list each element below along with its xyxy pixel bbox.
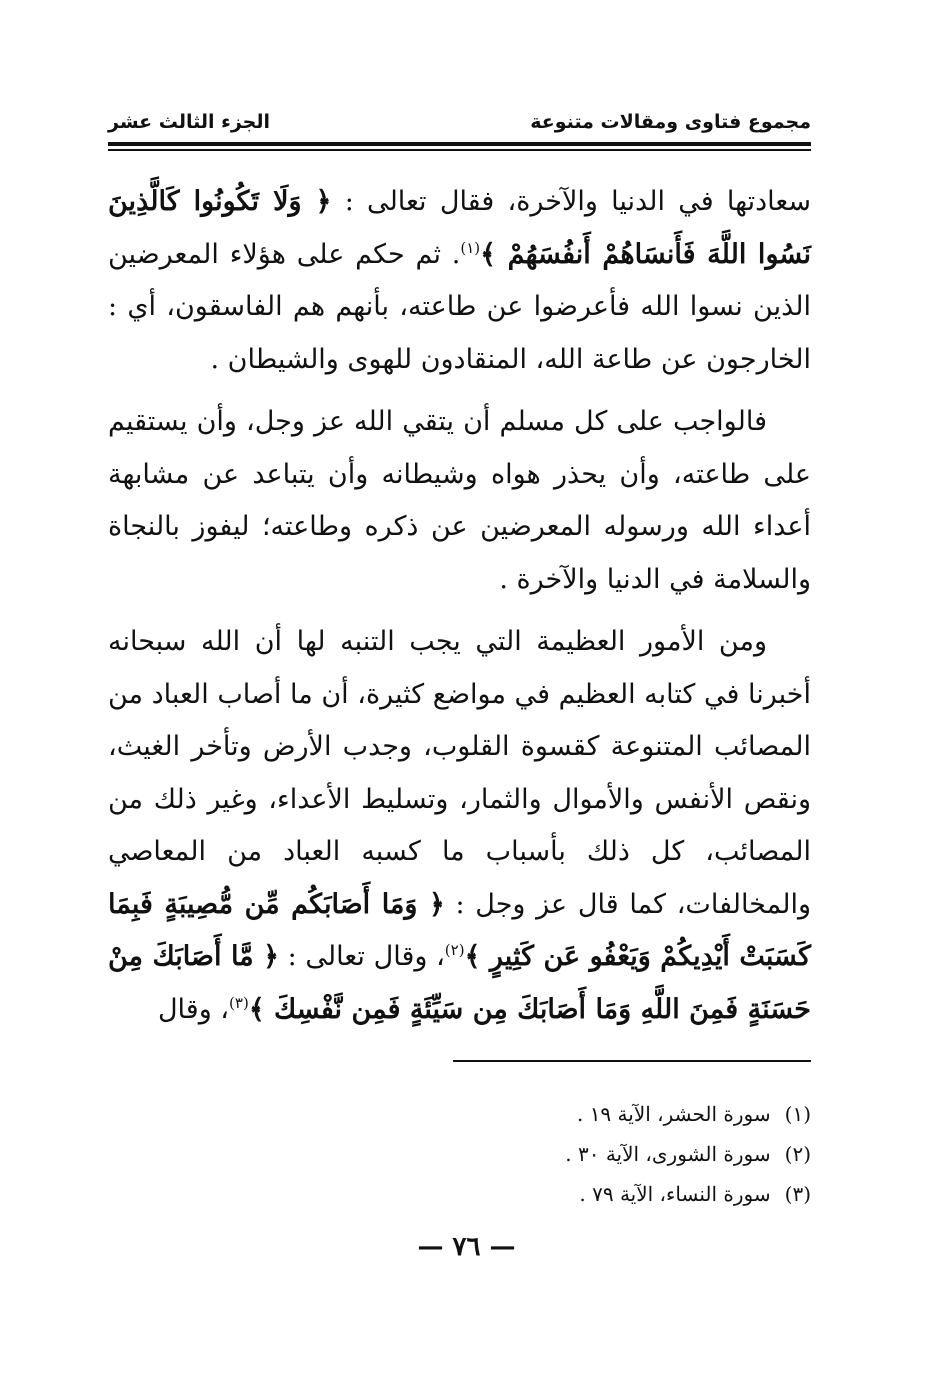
footnote-text: سورة النساء، الآية ٧٩ . [579, 1182, 771, 1206]
footnote-separator [453, 1060, 811, 1062]
book-title: مجموع فتاوى ومقالات متنوعة [530, 111, 811, 133]
quran-verse-1: ﴿ وَلَا تَكُونُوا كَالَّذِينَ نَسُوا اللَّهَ فَأَنسَاهُمْ أَنفُسَهُمْ ﴾ [108, 186, 811, 270]
volume-label: الجزء الثالث عشر [108, 111, 271, 133]
footnote-number: (٢) [784, 1142, 811, 1166]
footnote-3 [108, 1174, 811, 1214]
main-text [108, 176, 811, 1046]
footnote-text: سورة الحشر، الآية ١٩ . [576, 1102, 771, 1126]
header-rule-thin [108, 149, 811, 151]
paragraph-3-text-a: ومن الأمور العظيمة التي يجب التنبه لها أن الله سبحانه أخبرنا في كتابه العظيم في مواضع كثيرة، أن ما أصاب العباد من المصائب المتنوعة كقسوة القلوب، وجدب الأرض وتأخر الغيث، ونقص الأنفس والأموال والثمار، وتسليط الأعداء، وغير ذلك من المصائب، كل ذلك بأسباب ما كسبه العباد من المعاصي والمخالفات، كما قال عز وجل : [108, 626, 811, 920]
footnote-number: (٣) [784, 1182, 811, 1206]
footnote-ref-2: (٢) [444, 941, 465, 959]
footnote-number: (١) [784, 1102, 811, 1126]
quran-verse-2: ﴿ وَمَا أَصَابَكُم مِّن مُّصِيبَةٍ فَبِمَا كَسَبَتْ أَيْدِيكُمْ وَيَعْفُو عَن كَثِيرٍ ﴾ [108, 888, 811, 972]
paragraph-3-text-c: ، وقال [157, 993, 230, 1025]
footnote-2 [108, 1134, 811, 1174]
paragraph-3 [108, 616, 811, 1036]
footnotes [108, 1094, 811, 1214]
page-number: — ٧٦ — [417, 1232, 516, 1262]
header-rule-thick [108, 142, 811, 146]
paragraph-2: فالواجب على كل مسلم أن يتقي الله عز وجل، وأن يستقيم على طاعته، وأن يحذر هواه وشيطانه وأن يتباعد عن مشابهة أعداء الله ورسوله المعرضين عن ذكره وطاعته؛ ليفوز بالنجاة والسلامة في الدنيا والآخرة . [108, 406, 811, 595]
paragraph-1-text-b: . ثم حكم على هؤلاء المعرضين الذين نسوا الله فأعرضوا عن طاعته، بأنهم هم الفاسقون، أي : الخارجون عن طاعة الله، المنقادون للهوى والشيطان . [108, 238, 811, 375]
footnote-ref-1: (١) [460, 238, 481, 257]
footnote-ref-3: (٣) [229, 993, 249, 1012]
footnote-1 [108, 1094, 811, 1134]
paragraph-1-text-a: سعادتها في الدنيا والآخرة، فقال تعالى : [331, 186, 811, 217]
paragraph-1 [108, 176, 811, 386]
running-header [108, 108, 811, 136]
footnote-text: سورة الشورى، الآية ٣٠ . [565, 1142, 771, 1166]
paragraph-3-text-b: ، وقال تعالى : [278, 941, 445, 972]
quran-verse-3: ﴿ مَّا أَصَابَكَ مِنْ حَسَنَةٍ فَمِنَ اللَّهِ وَمَا أَصَابَكَ مِن سَيِّئَةٍ فَمِن نَّفْسِكَ ﴾ [108, 941, 811, 1025]
